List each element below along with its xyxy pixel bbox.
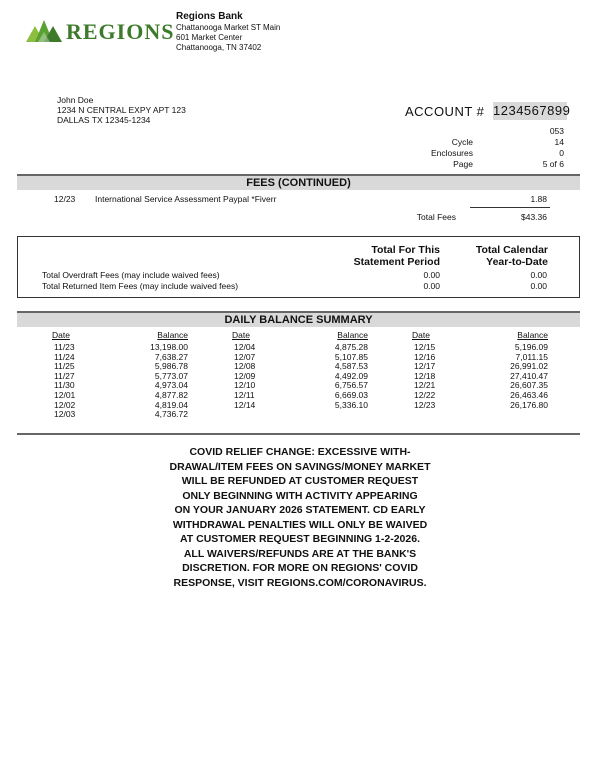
covid-notice-line: ON YOUR JANUARY 2026 STATEMENT. CD EARLY xyxy=(174,504,426,516)
account-number: 1234567899 xyxy=(493,103,571,118)
balance-row-date: 12/15 xyxy=(414,342,436,352)
covid-notice-line: ALL WAIVERS/REFUNDS ARE AT THE BANK'S xyxy=(183,547,417,560)
customer-address xyxy=(57,95,257,125)
page-value: 5 of 6 xyxy=(542,159,564,169)
balance-column-header: Balance xyxy=(517,330,548,340)
balance-row-amount: 4,819.04 xyxy=(154,399,188,410)
covid-notice-line: WITHDRAWAL PENALTIES WILL ONLY BE WAIVED xyxy=(172,518,428,531)
balance-column-header: Balance xyxy=(337,330,368,340)
balance-row-date: 11/23 xyxy=(54,342,75,352)
covid-notice-line: DRAWAL/ITEM FEES ON SAVINGS/MONEY MARKET xyxy=(169,460,431,473)
covid-notice-line: WILL BE REFUNDED AT CUSTOMER REQUEST xyxy=(181,475,419,487)
balance-row-date: 11/27 xyxy=(54,370,75,381)
balance-row-amount: 26,463.46 xyxy=(510,390,548,400)
balance-row-date: 12/18 xyxy=(414,370,436,381)
overdraft-fees-ytd: 0.00 xyxy=(530,270,547,280)
total-fees-label: Total Fees xyxy=(416,212,456,222)
balance-row-amount: 4,877.82 xyxy=(154,390,188,400)
bank-address-line: Chattanooga, TN 37402 xyxy=(176,43,262,52)
page-label: Page xyxy=(453,159,473,169)
balance-column-header: Balance xyxy=(157,330,188,340)
logo-wordmark: REGIONS xyxy=(66,19,175,44)
triangle-leaf-icon xyxy=(26,18,62,44)
balance-row-date: 11/30 xyxy=(54,380,75,391)
balance-row-date: 12/08 xyxy=(234,361,256,372)
section-bottom-rule xyxy=(17,433,580,435)
balance-row-amount: 5,107.85 xyxy=(334,351,368,362)
ytd-header-line2: Year-to-Date xyxy=(486,256,548,268)
cycle-value: 14 xyxy=(554,137,564,147)
bank-address-line: 601 Market Center xyxy=(176,33,243,42)
account-label: ACCOUNT # xyxy=(405,104,485,119)
balance-row-amount: 5,196.09 xyxy=(514,342,548,352)
balance-row-amount: 26,607.35 xyxy=(510,380,548,391)
balance-row-date: 12/03 xyxy=(54,409,76,420)
fees-section-header: FEES (CONTINUED) xyxy=(17,174,580,190)
balance-row-amount: 5,336.10 xyxy=(334,399,368,410)
bank-name: Regions Bank xyxy=(176,11,243,22)
date-column-header: Date xyxy=(52,330,70,340)
fees-total-rule xyxy=(470,207,550,208)
balance-row-amount: 6,756.57 xyxy=(334,380,368,391)
daily-balance-header: DAILY BALANCE SUMMARY xyxy=(17,311,580,327)
balance-row-amount: 4,587.53 xyxy=(334,361,368,372)
balance-row-date: 12/22 xyxy=(414,390,436,400)
overdraft-fees-label: Total Overdraft Fees (may include waived fees) xyxy=(42,270,220,280)
balance-row-date: 12/14 xyxy=(234,399,256,410)
balance-row-amount: 5,773.07 xyxy=(154,370,188,381)
covid-notice xyxy=(150,445,450,590)
balance-row-amount: 7,011.15 xyxy=(515,351,548,362)
regions-logo xyxy=(26,18,175,46)
balance-row-amount: 6,669.03 xyxy=(334,390,368,400)
balance-row-amount: 4,492.09 xyxy=(334,370,368,381)
date-column-header: Date xyxy=(232,330,250,340)
balance-row-amount: 26,176.80 xyxy=(510,399,548,410)
balance-row-amount: 4,736.72 xyxy=(154,409,188,420)
period-header-line1: Total For This xyxy=(371,244,440,256)
bank-address-line: Chattanooga Market ST Main xyxy=(176,23,281,32)
balance-row-date: 11/24 xyxy=(54,351,75,362)
cycle-label: Cycle xyxy=(451,137,473,147)
balance-row-date: 11/25 xyxy=(54,361,75,372)
fee-date: 12/23 xyxy=(54,194,76,204)
balance-row-date: 12/01 xyxy=(54,390,76,400)
account-code: 053 xyxy=(549,126,564,136)
balance-row-amount: 5,986.78 xyxy=(154,361,188,372)
balance-row-date: 12/07 xyxy=(234,351,256,362)
balance-row-date: 12/02 xyxy=(54,399,76,410)
returned-item-fees-label: Total Returned Item Fees (may include waived fees) xyxy=(42,281,239,291)
balance-row-date: 12/16 xyxy=(414,351,436,362)
overdraft-fees-period: 0.00 xyxy=(423,270,440,280)
covid-notice-line: RESPONSE, VISIT REGIONS.COM/CORONAVIRUS. xyxy=(173,576,427,589)
returned-item-fees-period: 0.00 xyxy=(423,281,440,291)
balance-row-amount: 26,991.02 xyxy=(510,361,548,372)
period-header-line2: Statement Period xyxy=(353,256,440,268)
bank-address xyxy=(176,11,376,53)
balance-row-amount: 13,198.00 xyxy=(150,342,188,352)
balance-row-amount: 4,973.04 xyxy=(154,380,188,391)
balance-row-date: 12/09 xyxy=(234,370,256,381)
balance-row-amount: 27,410.47 xyxy=(510,370,548,381)
covid-notice-line: AT CUSTOMER REQUEST BEGINNING 1-2-2026. xyxy=(180,533,420,545)
customer-name: John Doe xyxy=(57,95,94,105)
ytd-header-line1: Total Calendar xyxy=(475,244,548,256)
balance-row-date: 12/10 xyxy=(234,380,256,391)
enclosures-label: Enclosures xyxy=(430,148,473,158)
customer-address-line: DALLAS TX 12345-1234 xyxy=(57,115,151,125)
balance-row-amount: 4,875.28 xyxy=(334,342,368,352)
fee-amount: 1.88 xyxy=(530,194,547,204)
returned-item-fees-ytd: 0.00 xyxy=(530,281,547,291)
total-fees-value: $43.36 xyxy=(521,212,547,222)
balance-row-amount: 7,638.27 xyxy=(154,351,188,362)
balance-row-date: 12/21 xyxy=(414,380,436,391)
date-column-header: Date xyxy=(412,330,430,340)
covid-notice-line: ONLY BEGINNING WITH ACTIVITY APPEARING xyxy=(182,489,418,502)
balance-row-date: 12/04 xyxy=(234,342,256,352)
covid-notice-line: COVID RELIEF CHANGE: EXCESSIVE WITH- xyxy=(189,446,411,458)
enclosures-value: 0 xyxy=(559,148,564,158)
customer-address-line: 1234 N CENTRAL EXPY APT 123 xyxy=(57,105,186,115)
balance-row-date: 12/11 xyxy=(234,390,255,400)
balance-row-date: 12/17 xyxy=(414,361,436,372)
fee-description: International Service Assessment Paypal *Fiverr xyxy=(95,194,277,204)
balance-row-date: 12/23 xyxy=(414,399,436,410)
covid-notice-line: DISCRETION. FOR MORE ON REGIONS' COVID xyxy=(182,562,418,574)
